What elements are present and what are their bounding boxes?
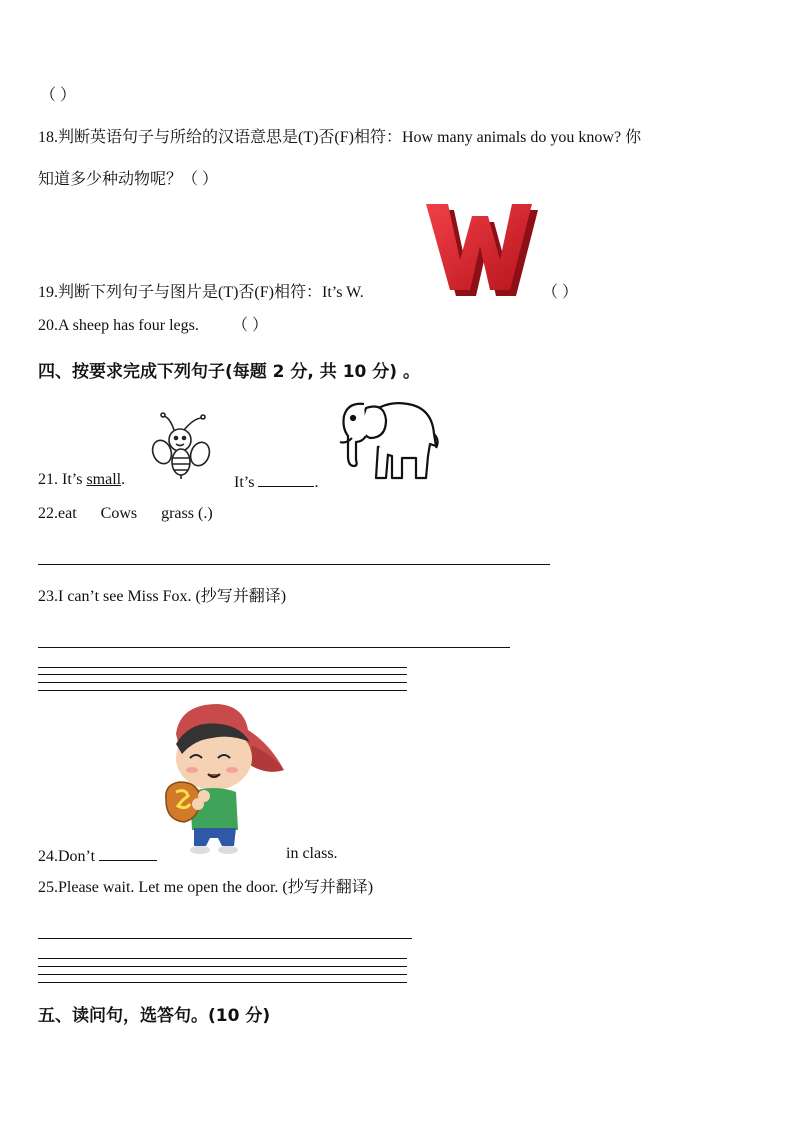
- question-20-text: 20.A sheep has four legs.: [38, 317, 199, 334]
- question-21-second: [234, 470, 318, 493]
- boy-eating-icon: [160, 700, 290, 860]
- question-22-answer-line[interactable]: [38, 564, 550, 565]
- question-25-writing-line-1[interactable]: [38, 958, 407, 959]
- question-24-answer-blank[interactable]: [99, 844, 157, 861]
- question-21-prefix: 21. It’s: [38, 471, 87, 488]
- answer-paren-q17: （ ）: [40, 87, 77, 104]
- question-23-text: 23.I can’t see Miss Fox. (抄写并翻译): [38, 588, 287, 605]
- question-19-answer-paren: （ ）: [542, 284, 579, 301]
- question-19-text: 19.判断下列句子与图片是(T)否(F)相符：It’s W.: [38, 284, 364, 301]
- question-25-writing-line-4[interactable]: [38, 982, 407, 983]
- question-25-writing-line-3[interactable]: [38, 974, 407, 975]
- question-21-answer-blank[interactable]: [258, 470, 314, 487]
- question-23-answer-line[interactable]: [38, 647, 510, 648]
- section-5-heading: 五、读问句，选答句。(10 分): [38, 1006, 271, 1026]
- question-21-example-word: small: [86, 471, 122, 488]
- question-23-writing-line-4[interactable]: [38, 690, 407, 691]
- question-21: [38, 470, 125, 490]
- boy-eating-picture: [160, 700, 290, 860]
- letter-w-icon: [424, 200, 540, 300]
- question-24-prefix-text: 24.Don’t: [38, 848, 96, 865]
- question-18-line2: 知道多少种动物呢？（ ）: [38, 171, 219, 188]
- question-20-answer-paren: （ ）: [232, 317, 269, 334]
- question-25-answer-line[interactable]: [38, 938, 412, 939]
- bee-picture: [150, 410, 212, 480]
- question-21-period: .: [121, 471, 126, 488]
- elephant-picture: [336, 394, 440, 484]
- section-4-heading: 四、按要求完成下列句子(每题 2 分, 共 10 分) 。: [38, 362, 420, 382]
- question-24-prefix: [38, 844, 157, 867]
- question-22-text: 22.eat Cows grass (.): [38, 505, 213, 522]
- question-24-suffix: in class.: [286, 845, 338, 862]
- question-25-writing-line-2[interactable]: [38, 966, 407, 967]
- question-23-writing-line-1[interactable]: [38, 667, 407, 668]
- question-21-second-end: .: [314, 474, 319, 491]
- question-21-second-prefix: It’s: [234, 474, 255, 491]
- bee-icon: [150, 410, 212, 480]
- question-25-text: 25.Please wait. Let me open the door. (抄写并翻译): [38, 879, 374, 896]
- letter-w-picture: [424, 200, 540, 300]
- elephant-icon: [336, 394, 440, 484]
- question-23-writing-line-2[interactable]: [38, 674, 407, 675]
- question-23-writing-line-3[interactable]: [38, 682, 407, 683]
- question-18-line1: 18.判断英语句子与所给的汉语意思是(T)否(F)相符：How many animals do you know? 你: [38, 129, 642, 146]
